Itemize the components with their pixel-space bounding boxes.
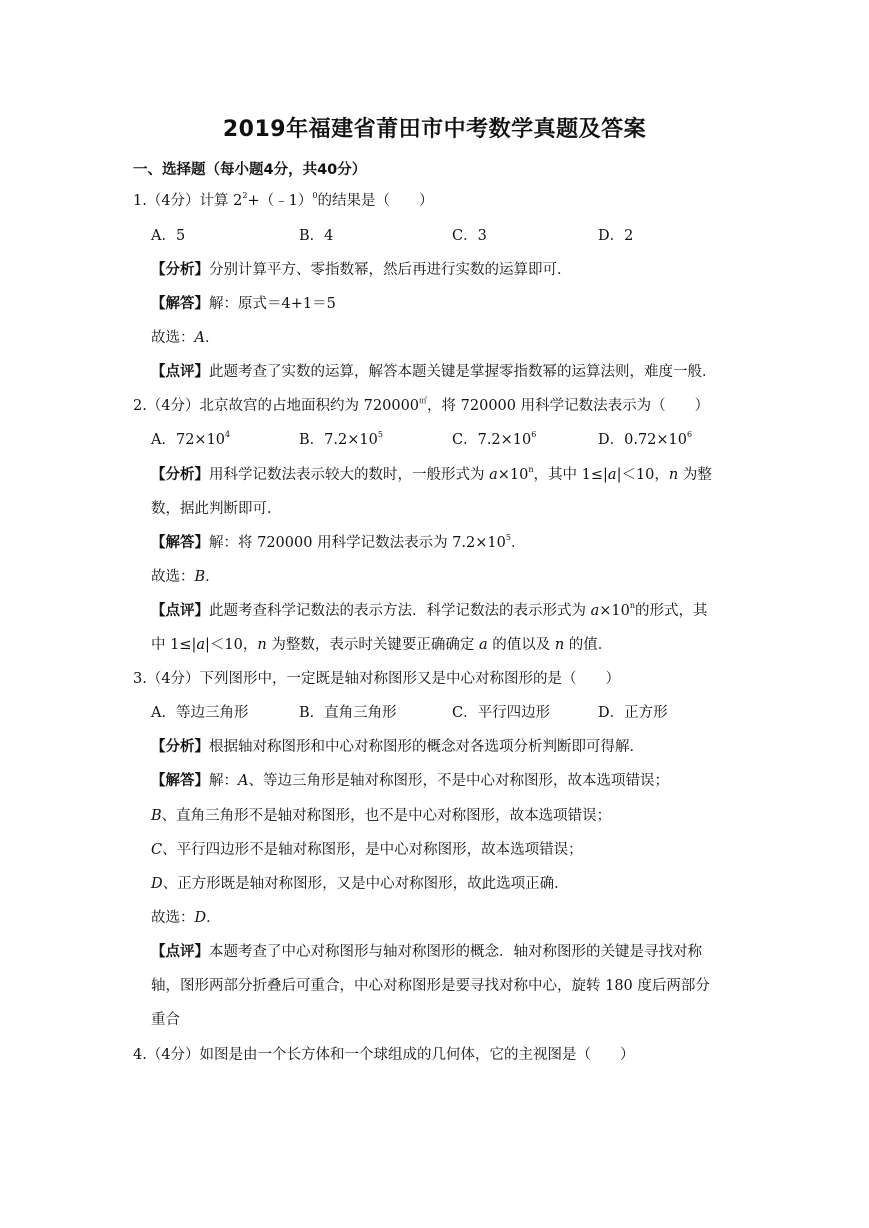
question-2-option-c: C．$7.2\times 10^6$ <box>452 430 537 448</box>
question-3-answer-b: B、直角三角形不是轴对称图形，也不是中心对称图形，故本选项错误； <box>151 808 612 824</box>
question-3-comment: 【点评】本题考查了中心对称图形与轴对称图形的概念．轴对称图形的关键是寻找对称 <box>151 944 702 960</box>
question-3-option-d: D．正方形 <box>598 705 668 721</box>
question-3-option-c: C．平行四边形 <box>452 705 551 721</box>
question-1-option-d: D．2 <box>598 228 634 244</box>
question-2-option-b: B．$7.2\times 10^5$ <box>299 430 383 448</box>
question-1-option-b: B．4 <box>299 228 334 244</box>
question-1-option-a: A．5 <box>151 228 186 244</box>
question-2-choice: 故选：B． <box>151 569 220 585</box>
question-2-analysis: 【分析】用科学记数法表示较大的数时，一般形式为 $a\times 10^n$，其中 1≤|a|＜10，n 为整 <box>151 465 712 483</box>
question-2-comment: 【点评】此题考查科学记数法的表示方法．科学记数法的表示形式为 $a\times 10^n$的形式，其 <box>151 601 708 619</box>
question-1-comment: 【点评】此题考查了实数的运算，解答本题关键是掌握零指数幂的运算法则，难度一般． <box>151 364 717 380</box>
question-3-option-b: B．直角三角形 <box>299 705 397 721</box>
question-2-answer: 【解答】解：将 720000 用科学记数法表示为 $7.2\times 10^5$． <box>151 533 526 551</box>
question-2-option-d: D．$0.72\times 10^6$ <box>598 430 693 448</box>
section-heading: 一、选择题（每小题4分，共40分） <box>133 162 367 178</box>
question-1-option-c: C．3 <box>452 228 487 244</box>
question-2-analysis-cont: 数，据此判断即可． <box>151 501 282 517</box>
question-3-answer-c: C、平行四边形不是轴对称图形，是中心对称图形，故本选项错误； <box>151 842 583 858</box>
question-2-stem: 2.（4分）北京故宫的占地面积约为 720000㎡，将 720000 用科学记数法表示为（ ） <box>133 396 710 414</box>
question-3-option-a: A．等边三角形 <box>151 705 249 721</box>
question-3-answer-d: D、正方形既是轴对称图形，又是中心对称图形，故此选项正确． <box>151 876 569 892</box>
page-title: 2019年福建省莆田市中考数学真题及答案 <box>222 117 647 142</box>
question-1-answer: 【解答】解：原式＝4+1＝5 <box>151 296 336 312</box>
question-2-option-a: A．$72\times 10^4$ <box>151 430 231 448</box>
question-3-analysis: 【分析】根据轴对称图形和中心对称图形的概念对各选项分析判断即可得解． <box>151 739 644 755</box>
question-1-choice: 故选：A． <box>151 330 220 346</box>
question-1-stem: 1.（4分）计算 $2^2+(﹣1)^0$的结果是（ ） <box>133 191 434 209</box>
question-3-stem: 3.（4分）下列图形中，一定既是轴对称图形又是中心对称图形的是（ ） <box>133 671 621 687</box>
question-3-comment-cont-1: 轴，图形两部分折叠后可重合，中心对称图形是要寻找对称中心，旋转 180 度后两部分 <box>151 978 710 994</box>
question-3-comment-cont-2: 重合 <box>151 1012 180 1028</box>
question-2-comment-cont: 中 1≤|a|＜10，n 为整数，表示时关键要正确确定 a 的值以及 n 的值． <box>151 637 613 653</box>
question-4-stem: 4.（4分）如图是由一个长方体和一个球组成的几何体，它的主视图是（ ） <box>133 1047 635 1063</box>
question-1-analysis: 【分析】分别计算平方、零指数幂，然后再进行实数的运算即可． <box>151 262 572 278</box>
question-3-answer: 【解答】解：A、等边三角形是轴对称图形，不是中心对称图形，故本选项错误； <box>151 773 669 789</box>
question-3-choice: 故选：D． <box>151 910 221 926</box>
